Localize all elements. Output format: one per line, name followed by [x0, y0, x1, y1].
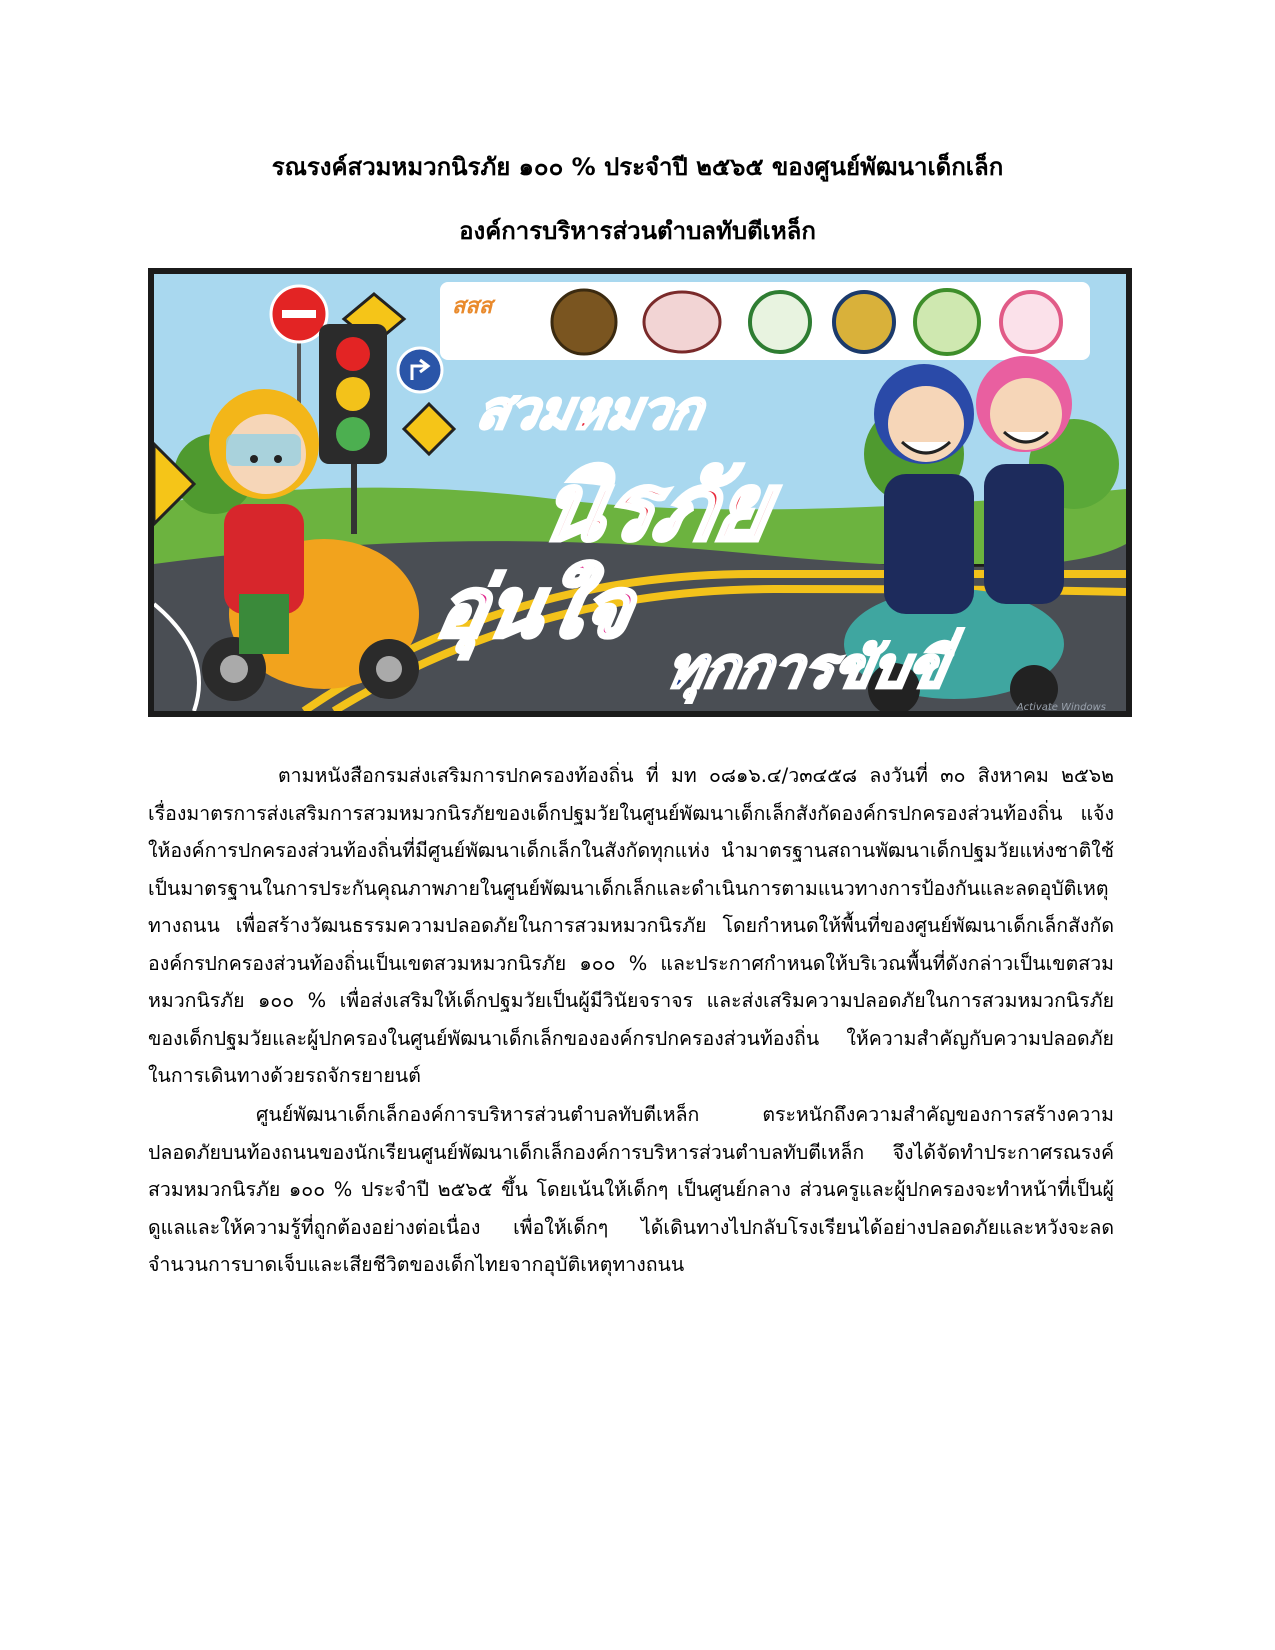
banner-headline-line2: นิรภัย	[533, 454, 780, 561]
agency-seal-icon	[834, 292, 894, 352]
document-title: รณรงค์สวมหมวกนิรภัย ๑๐๐ % ประจำปี ๒๕๖๕ ของศูนย์พัฒนาเด็กเล็ก	[271, 153, 1004, 181]
agency-seal-icon	[552, 290, 616, 354]
activation-watermark: Activate Windows	[1016, 702, 1106, 713]
rider-shirt	[884, 474, 974, 614]
agency-seal-icon	[750, 292, 810, 352]
turn-right-sign-icon	[398, 348, 442, 392]
body-paragraph-2: ศูนย์พัฒนาเด็กเล็กองค์การบริหารส่วนตำบลทับตีเหล็ก ตระหนักถึงความสำคัญของการสร้างความปลอดภัยบนท้องถนนของนักเรียนศูนย์พัฒนาเด็กเล็กองค์การบริหารส่วนตำบลทับตีเหล็ก จึงได้จัดทำประกาศรณรงค์สวมหมวกนิรภัย ๑๐๐ % ประจำปี ๒๕๖๕ ขึ้น โดยเน้นให้เด็กๆ เป็นศูนย์กลาง ส่วนครูและผู้ปกครองจะทำหน้าที่เป็นผู้ดูแลและให้ความรู้ที่ถูกต้องอย่างต่อเนื่อง เพื่อให้เด็กๆ ได้เดินทางไปกลับโรงเรียนได้อย่างปลอดภัยและหวังจะลดจำนวนการบาดเจ็บและเสียชีวิตของเด็กไทยจากอุบัติเหตุทางถนน	[148, 1103, 1114, 1276]
body-paragraph-1: ตามหนังสือกรมส่งเสริมการปกครองท้องถิ่น ที่ มท ๐๘๑๖.๔/ว๓๔๕๘ ลงวันที่ ๓๐ สิงหาคม ๒๕๖๒ เรื่องมาตรการส่งเสริมการสวมหมวกนิรภัยของเด็กปฐมวัยในศูนย์พัฒนาเด็กเล็กสังกัดองค์กรปกครองส่วนท้องถิ่น แจ้งให้องค์การปกครองส่วนท้องถิ่นที่มีศูนย์พัฒนาเด็กเล็กในสังกัดทุกแห่ง นำมาตรฐานสถานพัฒนาเด็กปฐมวัยแห่งชาติใช้เป็นมาตรฐานในการประกันคุณภาพภายในศูนย์พัฒนาเด็กเล็กและดำเนินการตามแนวทางการป้องกันและลดอุบัติเหตุทางถนน เพื่อสร้างวัฒนธรรมความปลอดภัยในการสวมหมวกนิรภัย โดยกำหนดให้พื้นที่ของศูนย์พัฒนาเด็กเล็กสังกัดองค์กรปกครองส่วนท้องถิ่นเป็นเขตสวมหมวกนิรภัย ๑๐๐ % และประกาศกำหนดให้บริเวณพื้นที่ดังกล่าวเป็นเขตสวมหมวกนิรภัย ๑๐๐ % เพื่อส่งเสริมให้เด็กปฐมวัยเป็นผู้มีวินัยจราจร และส่งเสริมความปลอดภัยในการสวมหมวกนิรภัยของเด็กปฐมวัยและผู้ปกครองในศูนย์พัฒนาเด็กเล็กขององค์กรปกครองส่วนท้องถิ่น ให้ความสำคัญกับความปลอดภัยในการเดินทางด้วยรถจักรยายนต์	[148, 764, 1114, 1087]
agency-seal-icon	[1001, 292, 1061, 352]
document-subtitle: องค์การบริหารส่วนตำบลทับตีเหล็ก	[459, 217, 816, 245]
campaign-banner-image	[148, 268, 1132, 717]
banner-headline-line1: สวมหมวก	[472, 381, 708, 441]
agency-seal-icon	[915, 290, 979, 354]
agency-seal-icon	[644, 292, 720, 352]
banner-headline-line4: ทุกการขับขี่	[662, 636, 952, 701]
rider-shirt	[984, 464, 1064, 604]
banner-headline-line3: อุ่นใจ	[429, 561, 640, 656]
thaihealth-logo: สสส	[452, 294, 493, 319]
